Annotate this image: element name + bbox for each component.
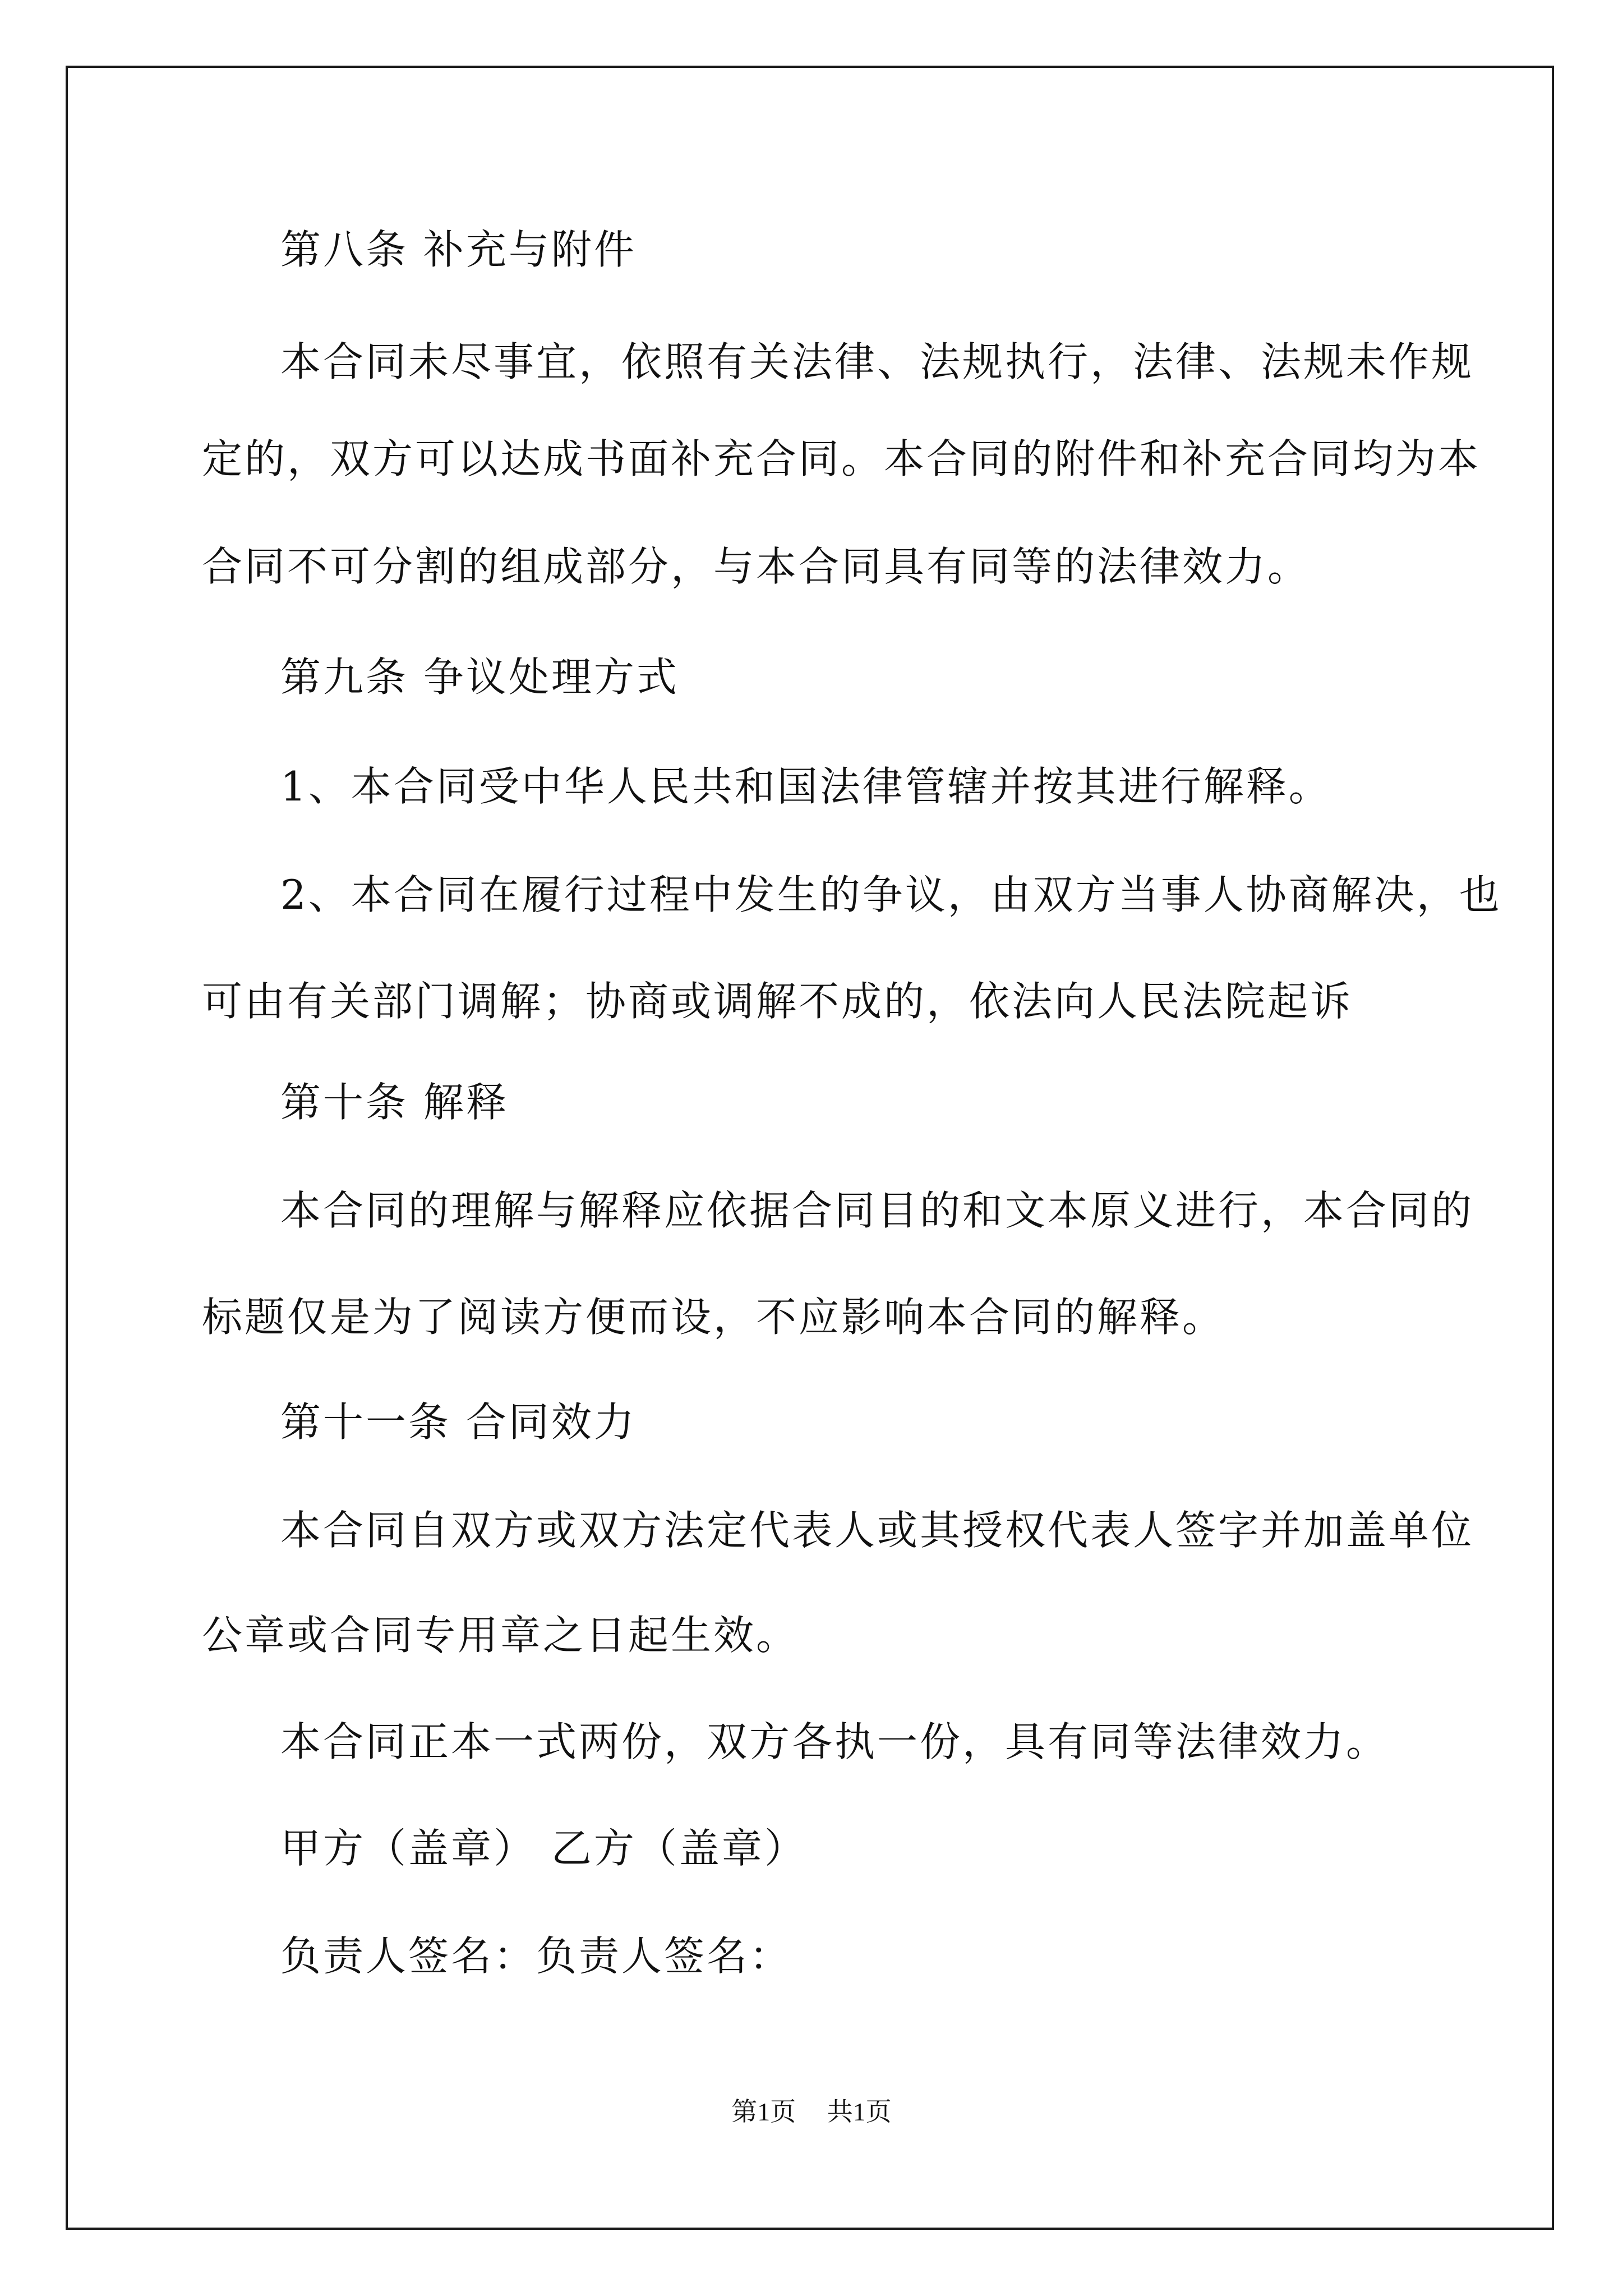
heading-article-8: 第八条 补充与附件 [280,226,637,273]
page-border [66,66,1554,2230]
paragraph-line: 标题仅是为了阅读方便而设，不应影响本合同的解释。 [202,1294,1225,1341]
heading-article-10: 第十条 解释 [280,1079,509,1126]
paragraph-line: 公章或合同专用章之日起生效。 [202,1612,799,1659]
paragraph-line: 本合同自双方或双方法定代表人或其授权代表人签字并加盖单位 [280,1507,1474,1554]
paragraph-line: 本合同正本一式两份，双方各执一份，具有同等法律效力。 [280,1718,1389,1765]
heading-article-11: 第十一条 合同效力 [280,1398,637,1446]
paragraph-line: 本合同未尽事宜，依照有关法律、法规执行，法律、法规未作规 [280,338,1474,385]
page-number-total: 共1页 [827,2097,892,2126]
signature-parties: 甲方（盖章） 乙方（盖章） [280,1825,807,1872]
paragraph-line: 可由有关部门调解；协商或调解不成的，依法向人民法院起诉 [202,978,1353,1025]
paragraph-line: 2、本合同在履行过程中发生的争议，由双方当事人协商解决，也 [280,871,1502,918]
paragraph-line: 1、本合同受中华人民共和国法律管辖并按其进行解释。 [280,763,1331,810]
paragraph-line: 定的，双方可以达成书面补充合同。本合同的附件和补充合同均为本 [202,435,1481,482]
page-footer [0,2095,1623,2129]
page-number-current: 第1页 [731,2097,796,2126]
heading-article-9: 第九条 争议处理方式 [280,654,679,701]
paragraph-line: 合同不可分割的组成部分，与本合同具有同等的法律效力。 [202,543,1311,590]
paragraph-line: 本合同的理解与解释应依据合同目的和文本原义进行，本合同的 [280,1187,1474,1234]
signature-names: 负责人签名：负责人签名： [280,1932,792,1980]
